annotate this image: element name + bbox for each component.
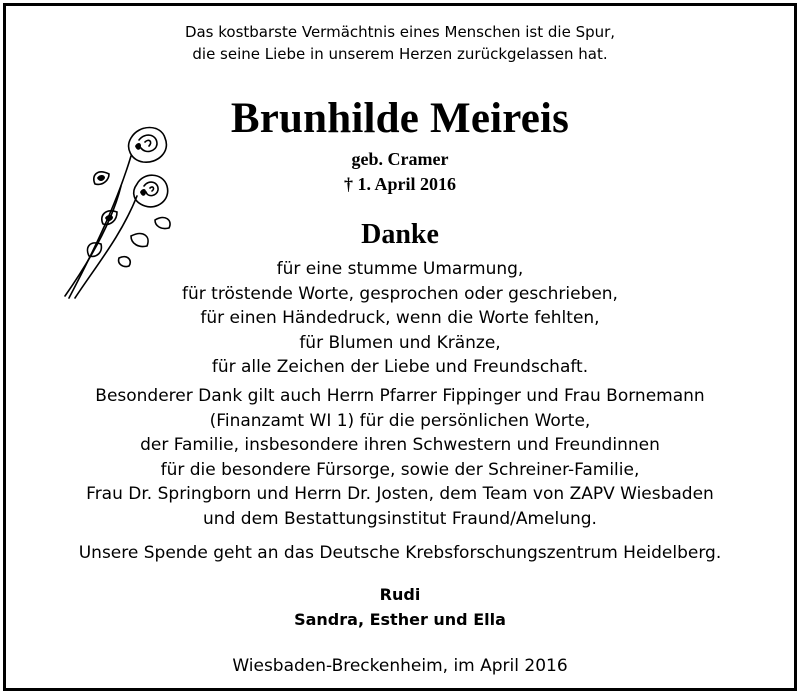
birth-name: geb. Cramer	[351, 149, 449, 169]
special-thanks-line: Frau Dr. Springborn und Herrn Dr. Josten, dem Team von ZAPV Wiesbaden	[86, 484, 714, 505]
motto-line: die seine Liebe in unserem Herzen zurückgelassen hat.	[192, 45, 608, 63]
thanks-line: für eine stumme Umarmung,	[276, 259, 524, 279]
place-date: Wiesbaden-Breckenheim, im April 2016	[232, 656, 568, 676]
motto-line: Das kostbarste Vermächtnis eines Menschen ist die Spur,	[184, 23, 616, 41]
thanks-line: für tröstende Worte, gesprochen oder geschrieben,	[182, 283, 618, 304]
signers	[6, 582, 794, 632]
thanks-line: für einen Händedruck, wenn die Worte fehlten,	[200, 308, 600, 329]
special-thanks-line: und dem Bestattungsinstitut Fraund/Amelung.	[203, 508, 597, 529]
thanks-line: für alle Zeichen der Liebe und Freundschaft.	[211, 357, 589, 378]
thanks-title: Danke	[361, 219, 439, 250]
special-thanks-line: (Finanzamt WI 1) für die persönlichen Worte,	[209, 410, 591, 431]
deceased-name: Brunhilde Meireis	[230, 95, 570, 142]
motto-quote	[6, 21, 794, 65]
signer-name: Rudi	[379, 585, 421, 604]
special-thanks-line: für die besondere Fürsorge, sowie der Schreiner-Familie,	[160, 459, 640, 480]
death-date: † 1. April 2016	[343, 174, 456, 194]
obituary-notice	[3, 3, 797, 691]
special-thanks-line: der Familie, insbesondere ihren Schwestern und Freundinnen	[140, 435, 660, 456]
thanks-line: für Blumen und Kränze,	[299, 332, 501, 353]
signer-name: Sandra, Esther und Ella	[294, 610, 506, 629]
special-thanks-line: Besonderer Dank gilt auch Herrn Pfarrer Fippinger und Frau Bornemann	[95, 386, 705, 406]
donation-note: Unsere Spende geht an das Deutsche Krebsforschungszentrum Heidelberg.	[78, 543, 722, 563]
thanks-lines	[6, 257, 794, 380]
special-thanks	[6, 384, 794, 532]
